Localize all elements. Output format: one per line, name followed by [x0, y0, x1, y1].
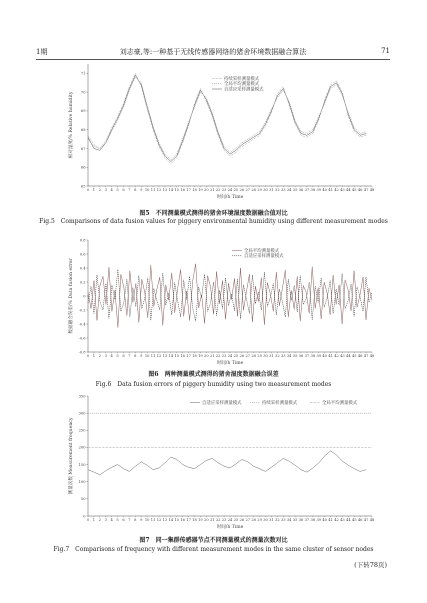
fig7-x-tick-label: 25	[233, 518, 239, 522]
fig6-x-tick-label: 23	[221, 354, 227, 358]
fig6-y-tick-label: -0.4	[78, 322, 86, 327]
fig7-x-tick-label: 23	[221, 518, 227, 522]
fig7-x-tick-label: 11	[150, 518, 156, 522]
fig6-x-tick-label: 41	[328, 354, 333, 358]
fig5-x-tick-label: 27	[245, 188, 251, 192]
fig5-x-tick-label: 15	[174, 188, 180, 192]
fig5-x-tick-label: 39	[316, 188, 322, 192]
fig5-x-tick-label: 47	[363, 188, 369, 192]
fig6-x-tick-label: 29	[257, 354, 262, 358]
fig5-y-tick-label: 68	[80, 127, 86, 132]
fig6-x-tick-label: 36	[298, 354, 304, 358]
fig5-y-tick-label: 67	[80, 146, 86, 151]
fig7-x-tick-label: 40	[322, 518, 327, 522]
fig6-x-tick-label: 8	[134, 354, 137, 358]
fig7-x-tick-label: 39	[316, 518, 322, 522]
fig6-x-tick-label: 7	[128, 354, 131, 358]
fig7-x-tick-label: 5	[116, 518, 119, 522]
fig5-x-tick-label: 3	[104, 188, 107, 192]
fig6-x-tick-label: 31	[269, 354, 274, 358]
fig5-x-tick-label: 14	[168, 188, 174, 192]
fig6-legend-label: 自适应采样测量模式	[244, 254, 284, 260]
fig7-x-tick-label: 35	[292, 518, 298, 522]
page-number: 71	[381, 47, 390, 55]
fig7-x-tick-label: 41	[328, 518, 333, 522]
fig7-x-tick-label: 21	[209, 518, 215, 522]
fig6-y-tick-label: 0.4	[79, 266, 86, 271]
fig7-x-tick-label: 15	[174, 518, 180, 522]
fig6-x-tick-label: 46	[357, 354, 363, 358]
fig6-x-tick-label: 13	[162, 354, 168, 358]
fig7-x-tick-label: 36	[298, 518, 304, 522]
fig7-x-tick-label: 48	[369, 518, 375, 522]
fig6-x-tick-label: 45	[351, 354, 357, 358]
fig7-x-tick-label: 45	[351, 518, 357, 522]
fig5-x-tick-label: 34	[286, 188, 292, 192]
fig7-x-tick-label: 8	[134, 518, 137, 522]
fig7-x-tick-label: 20	[204, 518, 209, 522]
fig6-x-tick-label: 20	[204, 354, 209, 358]
fig7-x-tick-label: 28	[251, 518, 256, 522]
fig6-x-tick-label: 47	[363, 354, 369, 358]
fig6-x-tick-label: 24	[227, 354, 233, 358]
fig6-x-tick-label: 9	[140, 354, 143, 358]
fig7-x-tick-label: 43	[340, 518, 345, 522]
fig7-x-tick-label: 6	[122, 518, 125, 522]
fig5-y-tick-label: 65	[80, 184, 86, 189]
fig5-x-tick-label: 43	[340, 188, 345, 192]
fig7-x-tick-label: 22	[215, 518, 221, 522]
fig5-y-tick-label: 71	[80, 71, 86, 76]
fig5-caption-zh: 图5 不同测量模式测得的猪舍环境湿度数据融合值对比	[139, 210, 288, 217]
running-title: 刘志豪,等:一种基于无线传感器网络的猪舍环境数据融合算法	[119, 48, 307, 56]
fig7-x-tick-label: 47	[363, 518, 369, 522]
fig5-x-tick-label: 0	[86, 188, 90, 192]
fig5-x-tick-label: 26	[239, 188, 245, 192]
fig5-x-tick-label: 13	[162, 188, 168, 192]
fig5-x-tick-label: 23	[221, 188, 227, 192]
fig6-y-tick-label: 0.8	[79, 238, 86, 243]
fig5-x-tick-label: 10	[144, 188, 150, 192]
fig6-x-tick-label: 3	[104, 354, 107, 358]
fig6-x-tick-label: 16	[180, 354, 185, 358]
fig6-x-tick-label: 10	[144, 354, 150, 358]
fig7-x-tick-label: 17	[186, 518, 191, 522]
fig5-x-tick-label: 7	[128, 188, 131, 192]
fig7-x-tick-label: 31	[269, 518, 274, 522]
fig6-x-tick-label: 40	[322, 354, 327, 358]
fig5-y-label: 相对湿度/% Relative humidity	[69, 91, 74, 159]
fig5-x-tick-label: 28	[251, 188, 256, 192]
fig6-x-tick-label: 32	[275, 354, 280, 358]
fig7-x-tick-label: 1	[92, 518, 96, 522]
fig7-caption-en: Fig.7 Comparisons of frequency with different measurement modes in the same cluster of sensor nodes	[53, 546, 374, 553]
fig6-x-tick-label: 18	[192, 354, 197, 358]
fig6-legend-label: 全局平均测量模式	[244, 249, 280, 254]
fig6-x-tick-label: 19	[198, 354, 203, 358]
fig5-x-tick-label: 25	[233, 188, 239, 192]
fig6-x-tick-label: 42	[334, 354, 339, 358]
fig6-y-tick-label: -0.8	[78, 350, 86, 355]
fig5-x-tick-label: 20	[204, 188, 209, 192]
fig6-x-tick-label: 25	[233, 354, 239, 358]
fig5-x-tick-label: 18	[192, 188, 197, 192]
fig7-x-tick-label: 44	[346, 518, 351, 522]
fig7-x-tick-label: 10	[144, 518, 150, 522]
fig5-x-tick-label: 9	[140, 188, 143, 192]
fig6-x-tick-label: 35	[292, 354, 298, 358]
fig5-x-tick-label: 8	[134, 188, 137, 192]
fig5-x-tick-label: 40	[322, 188, 327, 192]
fig7-x-tick-label: 2	[98, 518, 101, 522]
fig7-series-line	[88, 451, 366, 475]
fig7-x-tick-label: 33	[280, 518, 286, 522]
fig7-x-tick-label: 27	[245, 518, 251, 522]
fig7-x-tick-label: 38	[310, 518, 316, 522]
fig5-x-tick-label: 29	[257, 188, 262, 192]
fig5-y-tick-label: 66	[80, 165, 86, 170]
fig5-x-tick-label: 11	[150, 188, 156, 192]
fig5-x-tick-label: 5	[116, 188, 119, 192]
fig7-x-tick-label: 34	[286, 518, 292, 522]
fig7-x-tick-label: 30	[263, 518, 268, 522]
fig6-x-tick-label: 30	[263, 354, 268, 358]
fig5-x-tick-label: 42	[334, 188, 339, 192]
fig6-y-tick-label: 0.2	[79, 280, 86, 285]
fig6-y-tick-label: 0	[83, 294, 86, 299]
fig6-x-tick-label: 2	[98, 354, 101, 358]
fig5-x-tick-label: 17	[186, 188, 191, 192]
fig5-x-tick-label: 45	[351, 188, 357, 192]
fig7-y-tick-label: 150	[78, 462, 86, 467]
fig7-y-label: 测量次数 Measurement frequency	[69, 417, 74, 495]
fig5-x-label: 时间/h Time	[216, 195, 244, 200]
fig7-x-label: 时间/h Time	[216, 525, 244, 530]
fig7-y-tick-label: 0	[83, 514, 86, 519]
fig5-x-tick-label: 4	[110, 188, 113, 192]
fig6-x-tick-label: 22	[215, 354, 221, 358]
fig7-x-tick-label: 12	[156, 518, 162, 522]
fig5-x-tick-label: 12	[156, 188, 162, 192]
continued-note: (下转78页)	[354, 561, 387, 569]
fig6-x-tick-label: 4	[110, 354, 113, 358]
fig6-x-tick-label: 48	[369, 354, 375, 358]
fig5-legend-label: 全局平均测量模式	[224, 82, 260, 88]
fig5-x-tick-label: 24	[227, 188, 233, 192]
fig6-x-tick-label: 11	[150, 354, 156, 358]
fig6-x-tick-label: 12	[156, 354, 162, 358]
fig5-x-tick-label: 30	[263, 188, 268, 192]
fig5-legend-label: 持续采样测量模式	[224, 77, 260, 82]
fig5-x-tick-label: 33	[280, 188, 286, 192]
fig5-x-tick-label: 19	[198, 188, 203, 192]
fig5-x-tick-label: 36	[298, 188, 304, 192]
fig7-x-tick-label: 14	[168, 518, 174, 522]
fig6-x-tick-label: 44	[346, 354, 351, 358]
fig7-x-tick-label: 13	[162, 518, 168, 522]
fig6-caption-en: Fig.6 Data fusion errors of piggery humidity using two measurement modes	[95, 381, 332, 388]
fig6-x-tick-label: 5	[116, 354, 119, 358]
fig7-x-tick-label: 19	[198, 518, 203, 522]
fig5-x-tick-label: 6	[122, 188, 125, 192]
fig5-x-tick-label: 37	[304, 188, 310, 192]
fig7-x-tick-label: 46	[357, 518, 363, 522]
fig6-x-tick-label: 37	[304, 354, 310, 358]
fig5-x-tick-label: 2	[98, 188, 101, 192]
fig5-legend-label: 自适应采样测量模式	[224, 87, 264, 93]
fig5-x-tick-label: 46	[357, 188, 363, 192]
fig6-x-tick-label: 17	[186, 354, 191, 358]
fig7-legend-label: 持续采样测量模式	[262, 401, 298, 406]
fig7-x-tick-label: 42	[334, 518, 339, 522]
fig7-x-tick-label: 9	[140, 518, 143, 522]
fig7-x-tick-label: 16	[180, 518, 185, 522]
fig6-x-label: 时间/h Time	[216, 361, 244, 366]
fig5-x-tick-label: 48	[369, 188, 375, 192]
fig5-x-tick-label: 21	[209, 188, 215, 192]
fig7-y-tick-label: 200	[78, 445, 86, 450]
fig6-x-tick-label: 26	[239, 354, 245, 358]
issue-number: 1期	[36, 48, 48, 56]
fig7-caption-zh: 图7 同一集群传感器节点不同测量模式的测量次数对比	[139, 537, 288, 544]
fig7-x-tick-label: 26	[239, 518, 245, 522]
fig5-x-tick-label: 22	[215, 188, 221, 192]
fig5-x-tick-label: 41	[328, 188, 333, 192]
fig5-caption-en: Fig.5 Comparisons of data fusion values for piggery environmental humidity using different measurement modes	[39, 218, 388, 225]
fig6-series-line	[88, 264, 372, 328]
fig7-x-tick-label: 4	[110, 518, 113, 522]
fig7-y-tick-label: 250	[78, 428, 86, 433]
fig7-x-tick-label: 7	[128, 518, 131, 522]
fig7-x-tick-label: 29	[257, 518, 262, 522]
fig5-x-tick-label: 44	[346, 188, 351, 192]
fig7-y-tick-label: 350	[78, 394, 86, 399]
fig7-legend-label: 自适应采样测量模式	[202, 401, 242, 406]
fig7-x-tick-label: 37	[304, 518, 310, 522]
fig6-x-tick-label: 39	[316, 354, 322, 358]
fig5-x-tick-label: 32	[275, 188, 280, 192]
fig6-y-tick-label: -0.6	[78, 336, 86, 341]
fig6-x-tick-label: 1	[92, 354, 96, 358]
fig6-y-label: 数据融合误差/% Data fusion error	[69, 258, 74, 334]
fig6-x-tick-label: 33	[280, 354, 286, 358]
fig7-x-tick-label: 24	[227, 518, 233, 522]
fig6-x-tick-label: 27	[245, 354, 251, 358]
fig6-x-tick-label: 0	[86, 354, 90, 358]
fig7-x-tick-label: 3	[104, 518, 107, 522]
fig6-caption-zh: 图6 两种测量模式测得的猪舍湿度数据融合误差	[148, 371, 279, 378]
fig7-x-tick-label: 32	[275, 518, 280, 522]
fig7-y-tick-label: 50	[80, 497, 86, 502]
fig7-x-tick-label: 0	[86, 518, 90, 522]
fig6-x-tick-label: 14	[168, 354, 174, 358]
fig5-x-tick-label: 38	[310, 188, 316, 192]
fig7-legend-label: 全局平均测量模式	[322, 401, 358, 406]
fig6-x-tick-label: 15	[174, 354, 180, 358]
fig7-y-tick-label: 300	[78, 411, 86, 416]
fig6-x-tick-label: 43	[340, 354, 345, 358]
fig7-y-tick-label: 100	[78, 480, 86, 485]
fig5-y-tick-label: 70	[80, 90, 86, 95]
fig5-x-tick-label: 31	[269, 188, 274, 192]
fig5-x-tick-label: 16	[180, 188, 185, 192]
fig6-x-tick-label: 6	[122, 354, 125, 358]
fig6-x-tick-label: 38	[310, 354, 316, 358]
fig7-x-tick-label: 18	[192, 518, 197, 522]
fig6-y-tick-label: -0.2	[78, 308, 86, 313]
fig5-x-tick-label: 35	[292, 188, 298, 192]
fig6-x-tick-label: 28	[251, 354, 256, 358]
fig6-x-tick-label: 21	[209, 354, 215, 358]
fig6-y-tick-label: 0.6	[79, 252, 86, 257]
fig5-x-tick-label: 1	[92, 188, 96, 192]
fig6-x-tick-label: 34	[286, 354, 292, 358]
fig5-y-tick-label: 69	[80, 109, 86, 114]
